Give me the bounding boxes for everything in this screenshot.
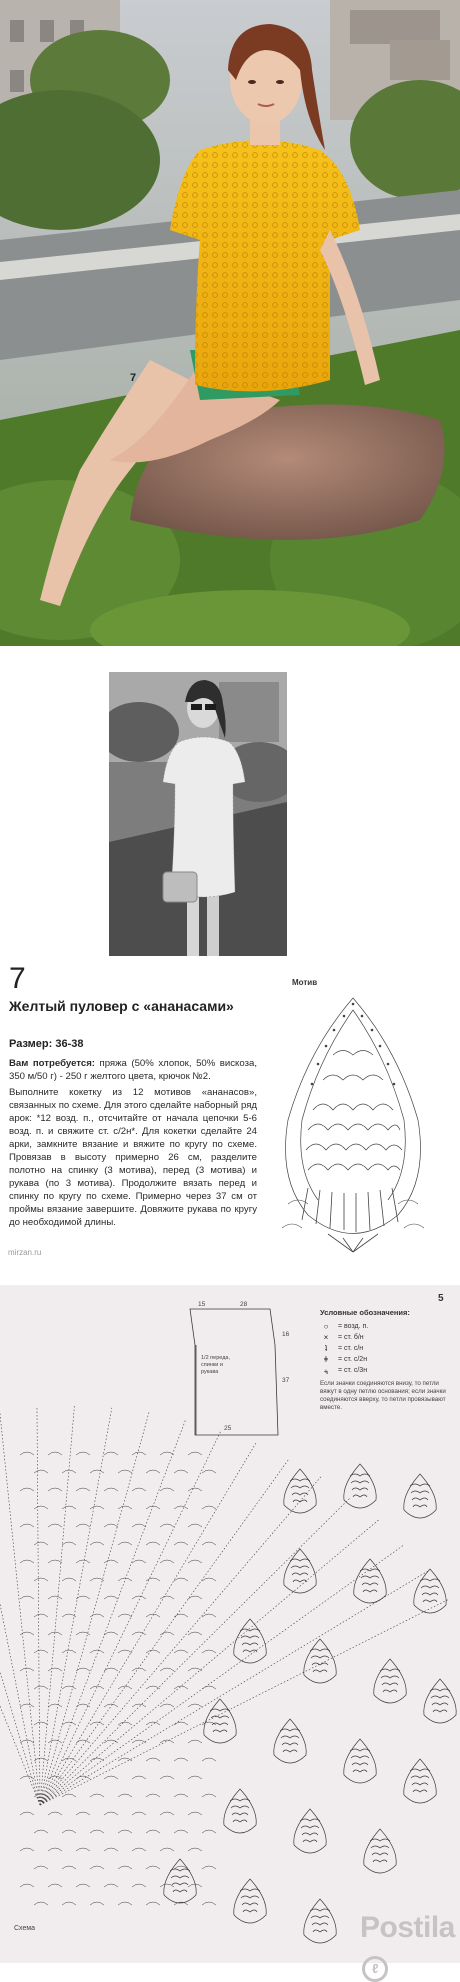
chain-arch [62,1686,76,1689]
model-photo-bw [109,672,287,956]
chain-arch [146,1578,160,1581]
chain-arch [118,1614,132,1617]
chain-arch [62,1614,76,1617]
chain-arch [202,1686,216,1689]
legend-title: Условные обозначения: [320,1308,410,1317]
chain-arch [62,1794,76,1797]
chain-arch [202,1650,216,1653]
chain-arch [202,1542,216,1545]
chain-arch [118,1758,132,1761]
chain-arch [188,1524,202,1527]
chain-arch [62,1542,76,1545]
chain-arch [188,1488,202,1491]
chain-arch [202,1470,216,1473]
chain-arch [202,1758,216,1761]
chain-arch [20,1668,34,1671]
chain-arch [76,1776,90,1779]
legend-item-label: = ст. с/2н [338,1356,368,1363]
chain-arch [90,1722,104,1725]
chain-arch [48,1488,62,1491]
chain-arch [20,1632,34,1635]
chain-arch [202,1794,216,1797]
pineapple-motif [414,1569,446,1613]
chain-arch [132,1524,146,1527]
pineapple-motif [284,1469,316,1513]
chain-arch [160,1776,174,1779]
stitch-column [40,1477,321,1805]
chain-arch [160,1632,174,1635]
chain-arch [146,1794,160,1797]
pineapple-motif [344,1739,376,1783]
scheme-label: Схема [14,1925,36,1932]
chain-arch [160,1488,174,1491]
chain-arch [174,1578,188,1581]
chain-arch [104,1524,118,1527]
pineapple-motif [374,1659,406,1703]
chain-arch [104,1776,118,1779]
chain-arch [104,1704,118,1707]
chain-arch [62,1902,76,1905]
chain-arch [132,1596,146,1599]
motif-diagram [268,990,438,1260]
chain-arch [146,1902,160,1905]
materials-text: пряжа (50% хлопок, 50% вискоза, 350 м/50 г) - 250 г желтого цвета, крючок №2. [9,1058,257,1082]
stitch-column [40,1571,427,1805]
chain-arch [188,1452,202,1455]
page-number: 5 [438,1293,444,1304]
chain-arch [118,1794,132,1797]
legend-item [320,1354,452,1365]
materials-label: Вам потребуется: [9,1058,95,1069]
chain-arch [174,1686,188,1689]
chain-arch [188,1560,202,1563]
chain-arch [90,1578,104,1581]
chain-arch [62,1506,76,1509]
stitch-column [40,1443,256,1805]
pineapple-motif [274,1719,306,1763]
chain-arch [90,1830,104,1833]
chain-arch [20,1560,34,1563]
chain-arch [118,1722,132,1725]
chain-arch [34,1578,48,1581]
chain-arch [202,1722,216,1725]
pineapple-motif [404,1474,436,1518]
double-crochet-symbol-icon: ʇ [324,1344,328,1353]
pineapple-motif [304,1899,336,1943]
legend-item-label: = ст. с/3н [338,1367,368,1374]
chain-arch [104,1596,118,1599]
chain-arch [76,1884,90,1887]
chain-arch [160,1452,174,1455]
chain-arch [62,1650,76,1653]
pineapple-motif [364,1829,396,1873]
chain-arch [48,1452,62,1455]
chain-arch [188,1632,202,1635]
chain-arch [188,1668,202,1671]
chain-arch [118,1866,132,1869]
chain-arch [62,1578,76,1581]
chain-arch [174,1650,188,1653]
double-treble-symbol-icon: ⨧ [323,1366,329,1375]
chain-arch [48,1596,62,1599]
chain-arch [20,1848,34,1851]
legend-note: Если значки соединяются внизу, то петли вяжут в одну петлю основания; если значки соединяются вверху, то петли провязывают вместе. [320,1380,446,1411]
chain-arch [20,1704,34,1707]
legend-item-label: = ст. б/н [338,1334,364,1341]
pineapple-motif [234,1879,266,1923]
chain-arch [34,1902,48,1905]
chain-arch [202,1866,216,1869]
pineapple-motif [424,1679,456,1723]
chain-arch [132,1668,146,1671]
chain-arch [202,1614,216,1617]
pineapple-motif [344,1464,376,1508]
article-body [9,1057,257,1232]
stitch-column [40,1497,351,1805]
chain-arch [146,1866,160,1869]
motif-label: Мотив [292,978,318,987]
stitch-column [40,1412,149,1805]
chain-arch [174,1542,188,1545]
chain-arch [188,1740,202,1743]
article-page [0,660,460,1270]
dim-side-b: 37 [282,1377,290,1384]
chain-arch [90,1794,104,1797]
chain-arch [34,1650,48,1653]
article-size: Размер: 36-38 [9,1038,84,1050]
pineapple-motif [224,1789,256,1833]
chain-arch [160,1884,174,1887]
chain-arch [202,1902,216,1905]
chart-page [0,1285,460,1976]
chain-arch [146,1722,160,1725]
chain-arch [202,1506,216,1509]
chain-arch [174,1830,188,1833]
chain-arch [132,1488,146,1491]
chain-arch [118,1830,132,1833]
chain-arch [90,1650,104,1653]
pineapple-motif [294,1809,326,1853]
chain-arch [76,1596,90,1599]
chain-arch [90,1470,104,1473]
article-title: Желтый пуловер с «ананасами» [9,998,234,1014]
chain-arch [34,1866,48,1869]
chain-arch [20,1488,34,1491]
chain-arch [160,1740,174,1743]
dim-top-left: 15 [198,1301,206,1308]
chain-arch [132,1884,146,1887]
chain-arch [174,1794,188,1797]
legend-item [320,1343,452,1354]
brand-name: Postila [360,1911,455,1944]
chain-arch [62,1722,76,1725]
chain-arch [90,1902,104,1905]
stitch-column [40,1520,379,1805]
brand-mark-icon: ℓ [362,1956,388,1982]
legend-item-label: = возд. п. [338,1323,369,1330]
chain-arch [118,1650,132,1653]
chain-arch [76,1560,90,1563]
chain-arch [34,1830,48,1833]
chain-arch [76,1452,90,1455]
legend-item [320,1321,452,1332]
pineapple-motif [164,1859,196,1903]
pattern-caption: 1/2 переда, спинки и рукава [201,1355,231,1375]
chain-arch [174,1614,188,1617]
pineapple-motif [234,1619,266,1663]
chain-arch [132,1776,146,1779]
chain-arch [34,1686,48,1689]
chain-arch [34,1614,48,1617]
instructions-text: Выполните кокетку из 12 мотивов «ананасов», связанных по схеме. Для этого сделайте наборный ряд арок: *12 возд. п., отсчитайте от начала цепочки 5-6 возд. п. и свяжите ст. с/2н*. Для кокетки сделайте 24 арки, замкните вязание и вяжите по кругу по схеме. Провязав в высоту примерно 26 см, разделите полотно на спинку (3 мотива), перед (3 мотива) и рукава (по 3 мотива). Продолжите вязать перед и спинку по кругу по схеме. Примерно через 37 см от проймы вязание завершите. Довяжите рукава по кругу до необходимой длины. [9,1087,257,1228]
dim-bottom: 25 [224,1425,232,1432]
chain-arch [118,1470,132,1473]
stitch-column [40,1545,404,1805]
chain-arch [188,1812,202,1815]
chain-arch [90,1614,104,1617]
stitch-column [0,1440,40,1805]
chain-arch [132,1452,146,1455]
chain-arch [118,1578,132,1581]
chain-arch [48,1668,62,1671]
chain-arch [202,1578,216,1581]
legend [320,1307,452,1412]
chain-arch [76,1812,90,1815]
stitch-column [40,1408,112,1805]
legend-item-label: = ст. с/н [338,1345,364,1352]
chain-symbol-icon: ○ [323,1322,329,1331]
chain-arch [202,1830,216,1833]
chain-arch [188,1704,202,1707]
chain-arch [20,1884,34,1887]
chain-arch [34,1758,48,1761]
chain-arch [118,1686,132,1689]
chain-arch [188,1848,202,1851]
chain-arch [48,1740,62,1743]
chain-arch [132,1632,146,1635]
chain-arch [104,1632,118,1635]
chain-arch [160,1848,174,1851]
chain-arch [174,1506,188,1509]
stitch-column [0,1418,40,1805]
chain-arch [160,1812,174,1815]
chain-arch [90,1758,104,1761]
chain-arch [34,1506,48,1509]
chain-arch [20,1452,34,1455]
chain-arch [20,1812,34,1815]
chain-arch [76,1524,90,1527]
chain-arch [160,1560,174,1563]
chain-arch [132,1812,146,1815]
pineapple-motif [404,1759,436,1803]
chain-arch [76,1740,90,1743]
chain-arch [34,1470,48,1473]
dim-top-right: 28 [240,1301,248,1308]
chain-arch [146,1542,160,1545]
chain-arch [104,1452,118,1455]
chain-arch [34,1542,48,1545]
chain-arch [20,1524,34,1527]
chain-arch [48,1704,62,1707]
chain-arch [104,1812,118,1815]
chain-arch [160,1668,174,1671]
stitch-column [40,1420,186,1805]
chain-arch [160,1596,174,1599]
materials-paragraph [9,1057,257,1083]
chain-arch [76,1848,90,1851]
chain-arch [160,1704,174,1707]
chain-arch [20,1596,34,1599]
legend-item [320,1332,452,1343]
chain-arch [48,1560,62,1563]
chain-arch [90,1506,104,1509]
brand-logo [360,1911,460,1980]
chain-arch [132,1560,146,1563]
chain-arch [174,1722,188,1725]
chain-arch [132,1848,146,1851]
chain-arch [160,1524,174,1527]
chain-arch [20,1776,34,1779]
chain-arch [118,1506,132,1509]
chain-arch [62,1470,76,1473]
chain-arch [104,1488,118,1491]
chain-arch [48,1884,62,1887]
chain-arch [132,1740,146,1743]
chain-arch [62,1866,76,1869]
chain-arch [34,1722,48,1725]
chain-arch [174,1470,188,1473]
chain-arch [20,1740,34,1743]
stitch-column [37,1407,40,1805]
chain-arch [62,1758,76,1761]
chain-arch [188,1776,202,1779]
article-number: 7 [9,962,26,995]
chain-arch [76,1488,90,1491]
dim-side-a: 16 [282,1331,290,1338]
chain-arch [48,1848,62,1851]
chain-arch [104,1848,118,1851]
model-photo-color [0,0,460,646]
pineapple-motif [354,1559,386,1603]
chain-arch [90,1542,104,1545]
stitch-column [0,1411,40,1805]
chain-arch [104,1740,118,1743]
stitch-column [40,1459,289,1805]
chain-arch [48,1524,62,1527]
chain-arch [132,1704,146,1707]
chain-arch [76,1668,90,1671]
legend-item [320,1365,452,1376]
figure-number: 7 [130,372,137,384]
chain-arch [174,1758,188,1761]
watermark: mirzan.ru [8,1248,42,1257]
chain-arch [146,1758,160,1761]
chain-arch [118,1902,132,1905]
chain-arch [62,1830,76,1833]
pineapple-motif [304,1639,336,1683]
treble-crochet-symbol-icon: ǂ [323,1355,329,1364]
chain-arch [146,1650,160,1653]
chain-arch [146,1830,160,1833]
chain-arch [146,1470,160,1473]
chain-arch [90,1866,104,1869]
pineapple-motif [204,1699,236,1743]
instructions-paragraph [9,1086,257,1229]
chain-arch [48,1812,62,1815]
single-crochet-symbol-icon: × [323,1333,329,1342]
chain-arch [104,1560,118,1563]
chain-arch [118,1542,132,1545]
chain-arch [104,1884,118,1887]
